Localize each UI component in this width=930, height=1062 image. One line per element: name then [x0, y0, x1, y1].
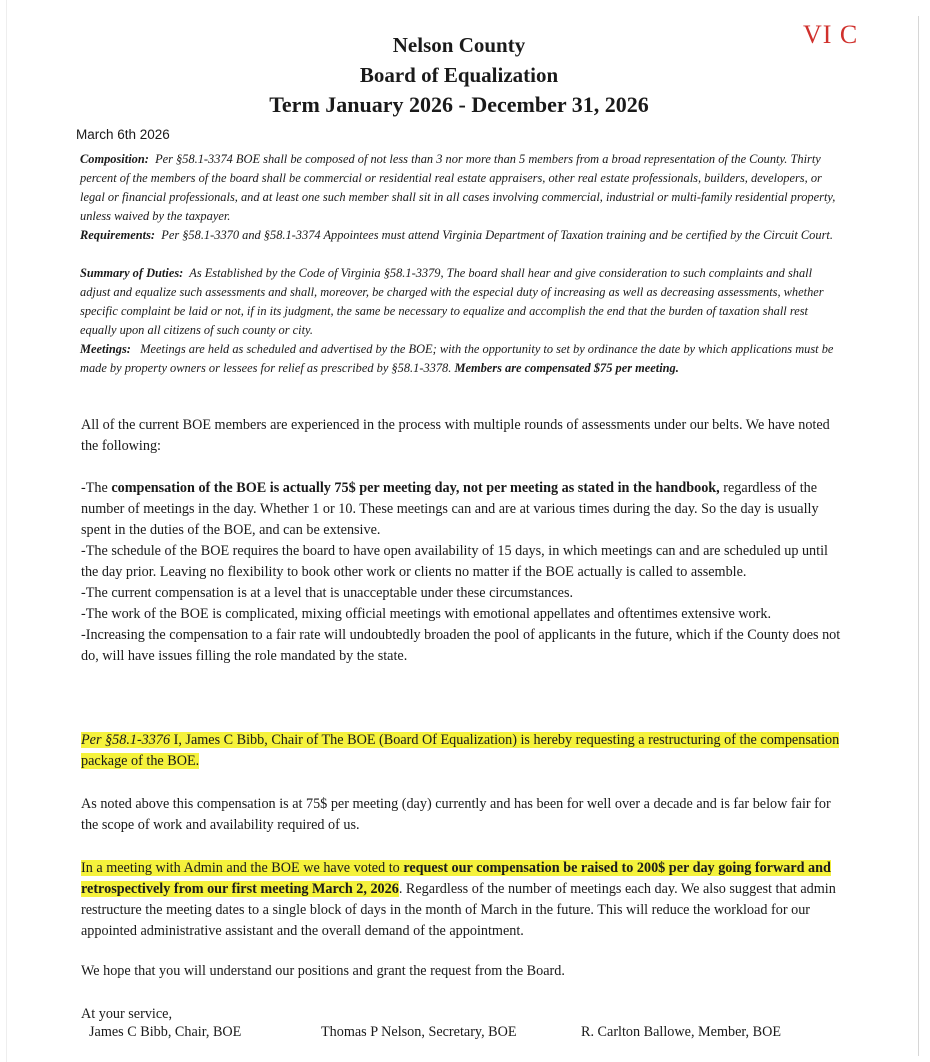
- request-highlight: [81, 732, 839, 769]
- bullet-unacceptable: -The current compensation is at a level that is unacceptable under these circumstances.: [81, 585, 574, 601]
- bullet-compensation-bold: compensation of the BOE is actually 75$ per meeting day, not per meeting as stated in the handbook,: [111, 480, 720, 496]
- duties-text: As Established by the Code of Virginia §58.1-3379, The board shall hear and give consideration to such complaints and shall adjust and equalize such assessments and shall, moreover, be charged with the especial duty of increasing as well as decreasing assessments, whether specific complaint be laid or not, if in its judgment, the same be necessary to equalize and accomplish the end that the burden of taxation shall rest equally upon all citizens of such county or city.: [80, 266, 824, 337]
- requirements-definition: [80, 226, 845, 245]
- meeting-rest: . Regardless of the number of meetings each day. We also suggest that admin restructure the meeting dates to a single block of days in the month of March in the future. This will reduce the workload for our appointed administrative assistant and the overall demand of the appointment.: [81, 881, 836, 939]
- duties-definition: [80, 264, 845, 340]
- bullet-complicated: -The work of the BOE is complicated, mixing official meetings with emotional appellates and oftentimes extensive work.: [81, 606, 772, 622]
- letter-date: March 6th 2026: [76, 127, 170, 142]
- request-text: I, James C Bibb, Chair of The BOE (Board Of Equalization) is hereby requesting a restructuring of the compensation package of the BOE.: [81, 732, 840, 769]
- meetings-compensation: Members are compensated $75 per meeting.: [454, 361, 679, 375]
- hope-paragraph: We hope that you will understand our positions and grant the request from the Board.: [81, 963, 565, 979]
- duties-label: Summary of Duties:: [80, 266, 184, 280]
- bullet-compensation: [81, 478, 846, 541]
- request-paragraph: [81, 730, 846, 772]
- signature-chair: James C Bibb, Chair, BOE: [89, 1024, 242, 1040]
- request-citation: Per §58.1-3376: [81, 732, 171, 748]
- intro-paragraph: All of the current BOE members are experienced in the process with multiple rounds of assessments under our belts. We have noted the following:: [81, 417, 830, 454]
- meetings-definition: [80, 340, 845, 378]
- composition-definition: [80, 150, 845, 226]
- composition-label: Composition:: [80, 152, 149, 166]
- requirements-text: Per §58.1-3370 and §58.1-3374 Appointees must attend Virginia Department of Taxation training and be certified by the Circuit Court.: [161, 228, 833, 242]
- meeting-paragraph: [81, 858, 846, 942]
- agenda-item-stamp: VI C: [803, 20, 859, 49]
- bullet-applicants: -Increasing the compensation to a fair rate will undoubtedly broaden the pool of applicants in the future, which if the County does not do, will have issues filling the role mandated by the state.: [81, 627, 841, 664]
- composition-text: Per §58.1-3374 BOE shall be composed of not less than 3 nor more than 5 members from a broad representation of the County. Thirty percent of the members of the board shall be commercial or residential real estate appraisers, other real estate professionals, builders, developers, or legal or financial professionals, and at least one such member shall sit in all cases involving commercial, industrial or multi-family residential property, unless waived by the taxpayer.: [80, 152, 836, 223]
- meeting-intro: In a meeting with Admin and the BOE we have voted to: [81, 860, 404, 876]
- meetings-text: Meetings are held as scheduled and advertised by the BOE; with the opportunity to set by ordinance the date by which applications must be made by property owners or lessees for relief as prescribed by §58.1-3378.: [80, 342, 834, 375]
- closing-line: At your service,: [81, 1006, 173, 1022]
- county-name: Nelson County: [392, 33, 526, 57]
- bullet-compensation-rest: regardless of the number of meetings in the day. Whether 1 or 10. These meetings can and are at various times during the day. So the day is usually spent in the duties of the BOE, and can be extensive.: [81, 480, 819, 538]
- bullet-list: [81, 478, 846, 667]
- noted-paragraph: As noted above this compensation is at 75$ per meeting (day) currently and has been for well over a decade and is far below fair for the scope of work and availability required of us.: [81, 796, 831, 833]
- meetings-label: Meetings:: [80, 342, 131, 356]
- term-line: Term January 2026 - December 31, 2026: [269, 92, 649, 117]
- bullet-schedule: -The schedule of the BOE requires the board to have open availability of 15 days, in which meetings can and are scheduled up until the day prior. Leaving no flexibility to book other work or clients no matter if the BOE actually is called to assemble.: [81, 543, 828, 580]
- requirements-label: Requirements:: [80, 228, 156, 242]
- signature-member: R. Carlton Ballowe, Member, BOE: [581, 1024, 781, 1040]
- signature-secretary: Thomas P Nelson, Secretary, BOE: [321, 1024, 517, 1040]
- board-name: Board of Equalization: [359, 63, 559, 87]
- document-header: [0, 30, 918, 120]
- meeting-request: request our compensation be raised to 200$ per day going forward and retrospectively from our first meeting March 2, 2026: [81, 860, 831, 897]
- bullet-compensation-prefix: -The: [81, 480, 112, 496]
